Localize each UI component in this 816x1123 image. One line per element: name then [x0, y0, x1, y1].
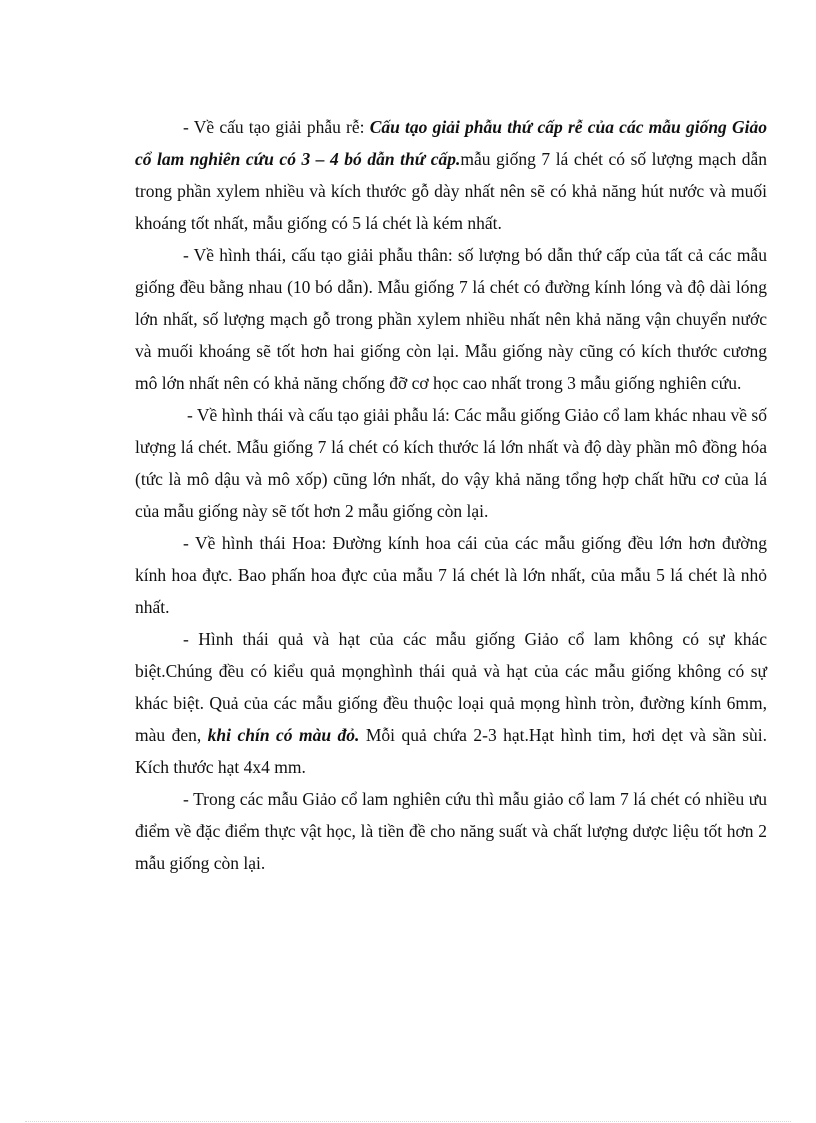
root-anatomy-lead: - Về cấu tạo giải phẫu rễ: — [183, 117, 370, 137]
fruit-seed-emphasis: khi chín có màu đỏ. — [207, 725, 360, 745]
paragraph-fruit-seed — [135, 623, 767, 783]
root-anatomy-emphasis: Cấu tạo giải phẫu thứ cấp rễ của các mẫu giống Giảo cổ lam nghiên cứu có 3 – 4 bó dẫn thứ cấp. — [135, 117, 768, 169]
root-anatomy-detail: mẫu giống 7 lá chét có số lượng mạch dẫn trong phần xylem nhiều và kích thước gỗ dày nhất nên sẽ có khả năng hút nước và muối khoáng tốt nhất, mẫu giống có 5 lá chét là kém nhất. — [135, 149, 767, 233]
paragraph-flower-morphology: - Về hình thái Hoa: Đường kính hoa cái của các mẫu giống đều lớn hơn đường kính hoa đực. Bao phấn hoa đực của mẫu 7 lá chét là lớn nhất, của mẫu 5 lá chét là nhỏ nhất. — [135, 533, 767, 617]
document-body — [135, 111, 767, 879]
paragraph-leaf-anatomy: - Về hình thái và cấu tạo giải phẫu lá: Các mẫu giống Giảo cổ lam khác nhau về số lượng lá chét. Mẫu giống 7 lá chét có kích thước lá lớn nhất và độ dày phần mô đồng hóa (tức là mô dậu và mô xốp) cũng lớn nhất, do vậy khả năng tổng hợp chất hữu cơ của lá của mẫu giống này sẽ tốt hơn 2 mẫu giống còn lại. — [135, 405, 767, 521]
page-bottom-divider — [25, 1121, 791, 1122]
paragraph-stem-anatomy: - Về hình thái, cấu tạo giải phẫu thân: số lượng bó dẫn thứ cấp của tất cả các mẫu giống đều bằng nhau (10 bó dẫn). Mẫu giống 7 lá chét có đường kính lóng và độ dài lóng lớn nhất, số lượng mạch gỗ trong phần xylem nhiều nhất nên khả năng vận chuyển nước và muối khoáng sẽ tốt hơn hai giống còn lại. Mẫu giống này cũng có kích thước cương mô lớn nhất nên có khả năng chống đỡ cơ học cao nhất trong 3 mẫu giống nghiên cứu. — [135, 245, 767, 393]
fruit-seed-detail: Mỗi quả chứa 2-3 hạt.Hạt hình tim, hơi dẹt và sần sùi. Kích thước hạt 4x4 mm. — [135, 725, 767, 777]
paragraph-root-anatomy — [135, 111, 767, 239]
fruit-seed-lead: - Hình thái quả và hạt của các mẫu giống Giảo cổ lam không có sự khác biệt.Chúng đều có kiểu quả mọnghình thái quả và hạt của các mẫu giống không có sự khác biệt. Quả của các mẫu giống đều thuộc loại quả mọng hình tròn, đường kính 6mm, màu đen, — [135, 629, 767, 745]
paragraph-conclusion: - Trong các mẫu Giảo cổ lam nghiên cứu thì mẫu giảo cổ lam 7 lá chét có nhiều ưu điểm về đặc điểm thực vật học, là tiền đề cho năng suất và chất lượng dược liệu tốt hơn 2 mẫu giống còn lại. — [135, 789, 767, 873]
